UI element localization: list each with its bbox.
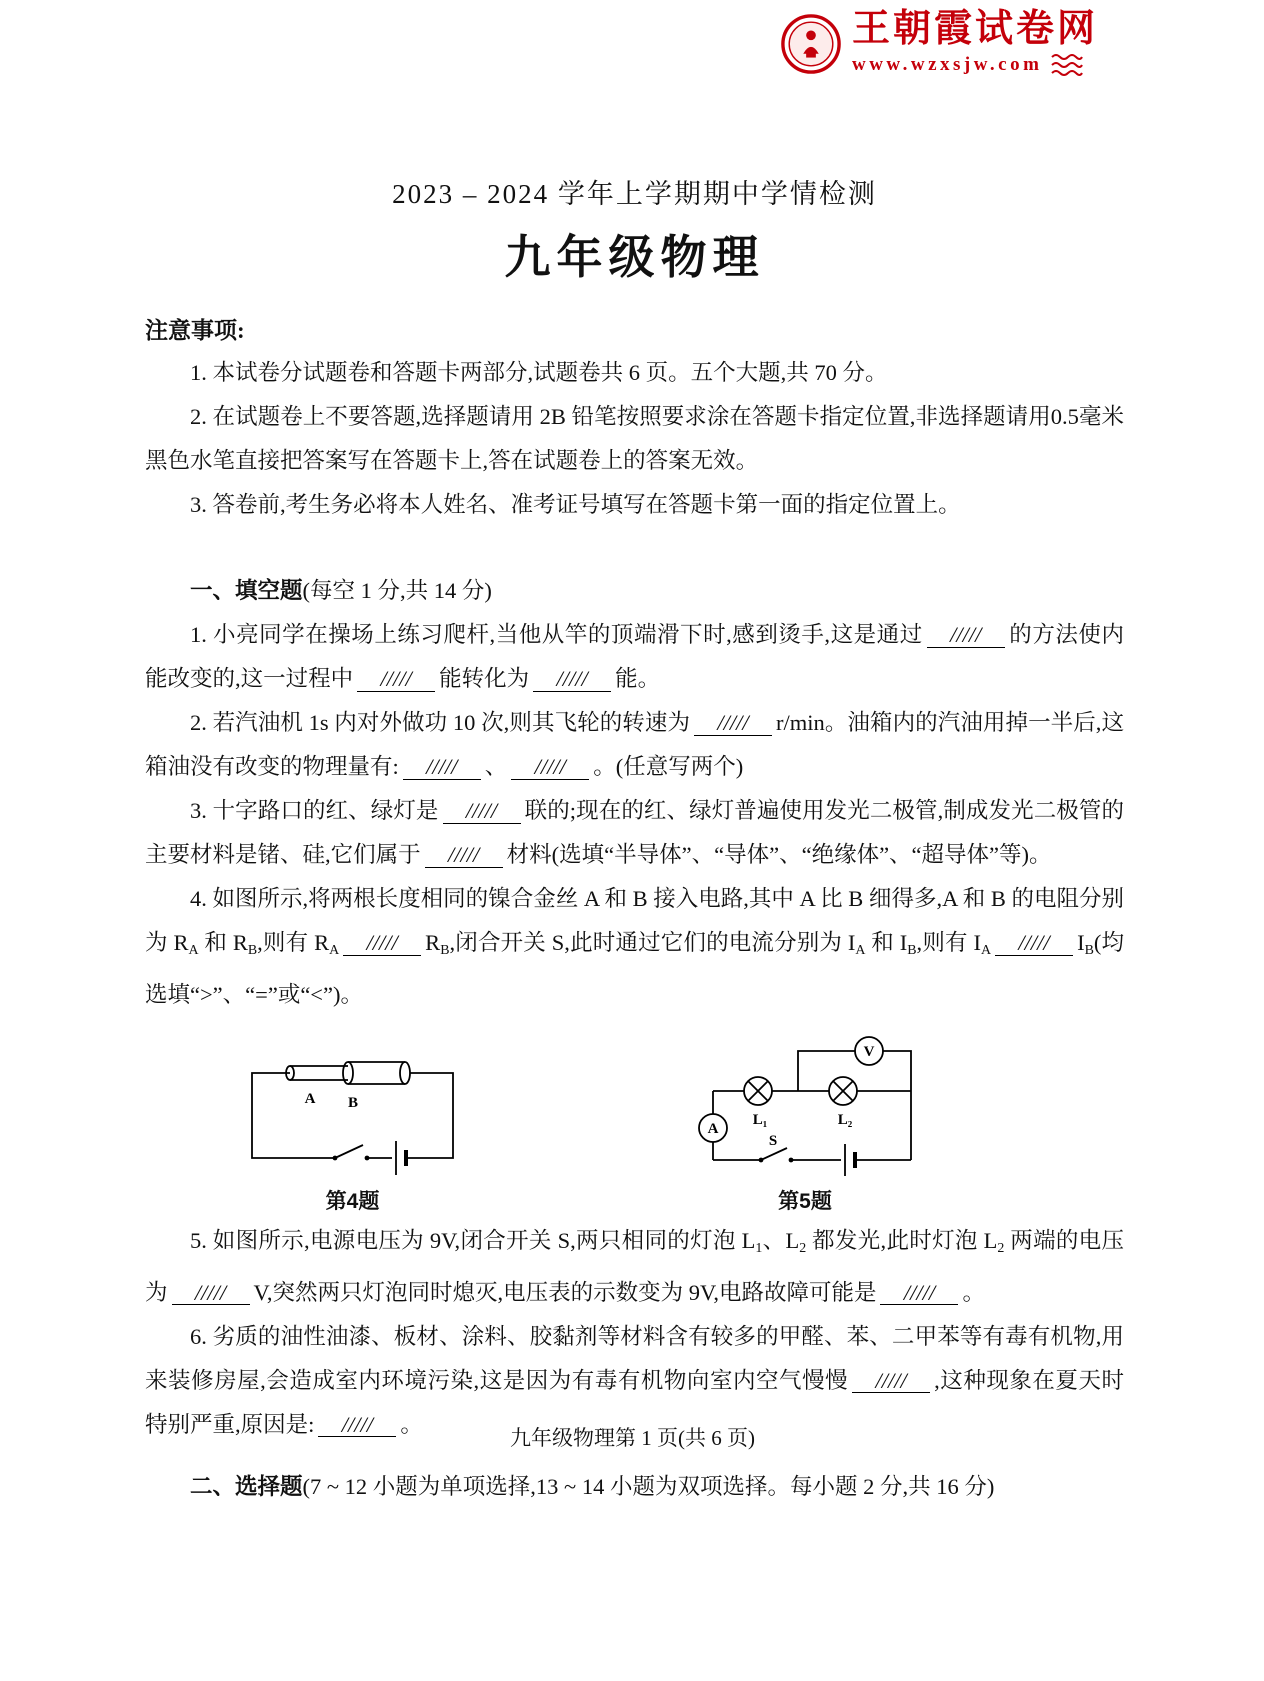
subscript: A — [188, 942, 199, 958]
answer-blank: ///// — [533, 667, 611, 692]
answer-blank: ///// — [880, 1281, 958, 1306]
subscript: 2 — [997, 1240, 1005, 1256]
figure-q4 — [240, 1033, 465, 1215]
question-5 — [145, 1219, 1124, 1315]
text-run: 。 — [400, 1411, 423, 1437]
text-run: r/min。油箱内的汽油用掉一半后,这箱油没有改变的物理量有: — [145, 710, 1125, 779]
text-run: 联的;现在的红、绿灯普遍使用发光二极管,制成发光二极管的主要材料是锗、硅,它们属于 — [145, 798, 1124, 867]
section-fill-meta: (每空 1 分,共 14 分) — [302, 578, 492, 603]
subscript: A — [855, 942, 866, 958]
question-4 — [145, 877, 1124, 1017]
text-run: 、 — [484, 754, 508, 779]
subscript: A — [329, 942, 340, 958]
text-run: R — [425, 930, 441, 955]
answer-blank: ///// — [995, 931, 1073, 956]
text-run: 4. 如图所示,将两根长度相同的镍合金丝 A 和 B 接入电路,其中 A 比 B 细得多,A 和 B 的电阻分别为 R — [145, 886, 1124, 955]
subscript: B — [247, 942, 258, 958]
text-run: 2. 若汽油机 1s 内对外做功 10 次,则其飞轮的转速为 — [190, 710, 691, 735]
answer-blank: ///// — [172, 1281, 250, 1306]
text-run: 6. 劣质的油性油漆、板材、涂料、胶黏剂等材料含有较多的甲醛、苯、二甲苯等有毒有机物,用来装修房屋,会造成室内环境污染,这是因为有毒有机物向室内空气慢慢 — [145, 1323, 1124, 1393]
text-run: 。 — [962, 1279, 985, 1305]
answer-blank: ///// — [927, 623, 1005, 648]
exam-subtitle: 2023 – 2024 学年上学期期中学情检测 — [392, 179, 877, 209]
page-footer: 九年级物理第 1 页(共 6 页) — [510, 1426, 755, 1450]
answer-blank: ///// — [403, 755, 481, 780]
section-choice-meta: (7 ~ 12 小题为单项选择,13 ~ 14 小题为双项选择。每小题 2 分,共 16 分) — [302, 1473, 995, 1499]
text-run: 都发光,此时灯泡 L — [806, 1227, 998, 1253]
exam-title: 九年级物理 — [504, 232, 765, 283]
section-choice-label: 二、选择题 — [190, 1473, 303, 1499]
text-run: ,则有 I — [916, 930, 981, 955]
text-run: 能转化为 — [439, 666, 530, 691]
lamp2-label: L₂ — [837, 1111, 853, 1128]
notice-heading: 注意事项: — [145, 318, 245, 343]
brand-url: www.wzxsjw.com — [851, 53, 1043, 75]
answer-blank: ///// — [343, 931, 421, 956]
brand-url-row — [852, 52, 1098, 78]
answer-blank: ///// — [852, 1369, 930, 1394]
text-run: 和 R — [198, 930, 248, 955]
text-run: 5. 如图所示,电源电压为 9V,闭合开关 S,两只相同的灯泡 L — [190, 1227, 756, 1253]
circuit-diagram-q4 — [240, 1033, 465, 1183]
text-run: ,闭合开关 S,此时通过它们的电流分别为 I — [449, 930, 856, 955]
text-run: 两端的电压为 — [145, 1227, 1124, 1305]
figures-row — [145, 1033, 1124, 1215]
question-2 — [145, 701, 1124, 789]
answer-blank: ///// — [443, 799, 521, 824]
answer-blank: ///// — [357, 667, 435, 692]
text-run: ,则有 R — [257, 930, 330, 955]
text-run: 。(任意写两个) — [593, 754, 744, 779]
circuit-diagram-q5 — [683, 1033, 927, 1183]
text-run: 材料(选填“半导体”、“导体”、“绝缘体”、“超导体”等)。 — [506, 842, 1052, 867]
text-run: 、L — [762, 1227, 800, 1253]
subscript: B — [1084, 942, 1094, 958]
text-run: I — [1077, 930, 1085, 955]
text-run: 能。 — [615, 666, 661, 691]
figure-q5 — [683, 1033, 927, 1215]
subscript: B — [440, 942, 450, 958]
wire-b-label: B — [347, 1094, 359, 1111]
answer-blank: ///// — [318, 1413, 396, 1438]
text-run: ,这种现象在夏天时特别严重,原因是: — [145, 1367, 1124, 1437]
subscript: B — [907, 942, 917, 958]
text-run: 的方法使内能改变的,这一过程中 — [145, 622, 1124, 691]
brand-seal-icon — [780, 13, 842, 75]
brand-name: 王朝霞试卷网 — [851, 8, 1098, 50]
text-run: 和 I — [865, 930, 908, 955]
ammeter-label: A — [707, 1120, 719, 1137]
notice-item-1: 1. 本试卷分试题卷和答题卡两部分,试题卷共 6 页。五个大题,共 70 分。 — [190, 360, 888, 385]
brand-logo — [780, 10, 1098, 78]
text-run: 1. 小亮同学在操场上练习爬杆,当他从竿的顶端滑下时,感到烫手,这是通过 — [190, 622, 923, 647]
answer-blank: ///// — [511, 755, 589, 780]
section-fill-heading — [145, 569, 1124, 613]
subscript: 2 — [799, 1240, 807, 1256]
lamp1-label: L₁ — [752, 1111, 768, 1128]
question-3 — [145, 789, 1124, 877]
answer-blank: ///// — [425, 843, 503, 868]
notice-item-2: 2. 在试题卷上不要答题,选择题请用 2B 铅笔按照要求涂在答题卡指定位置,非选择题请用0.5毫米黑色水笔直接把答案写在答题卡上,答在试题卷上的答案无效。 — [145, 404, 1124, 473]
answer-blank: ///// — [694, 711, 772, 736]
text-run: V,突然两只灯泡同时熄灭,电压表的示数变为 9V,电路故障可能是 — [253, 1279, 877, 1305]
notice-item-3: 3. 答卷前,考生务必将本人姓名、准考证号填写在答题卡第一面的指定位置上。 — [190, 492, 961, 517]
figure5-caption: 第5题 — [778, 1189, 832, 1213]
text-run: 3. 十字路口的红、绿灯是 — [190, 798, 439, 823]
question-1 — [145, 613, 1124, 701]
voltmeter-label: V — [863, 1043, 875, 1060]
wire-a-label: A — [304, 1090, 316, 1107]
brand-waves-icon — [1050, 52, 1084, 78]
brand-text — [852, 10, 1098, 78]
subscript: 1 — [755, 1240, 763, 1256]
subscript: A — [980, 942, 992, 958]
section-fill-label: 一、填空题 — [190, 578, 303, 603]
section-choice-heading — [145, 1465, 1124, 1509]
text-run: (均选填“>”、“=”或“<”)。 — [145, 930, 1125, 1007]
figure4-caption: 第4题 — [325, 1189, 380, 1213]
switch-label: S — [768, 1132, 778, 1149]
